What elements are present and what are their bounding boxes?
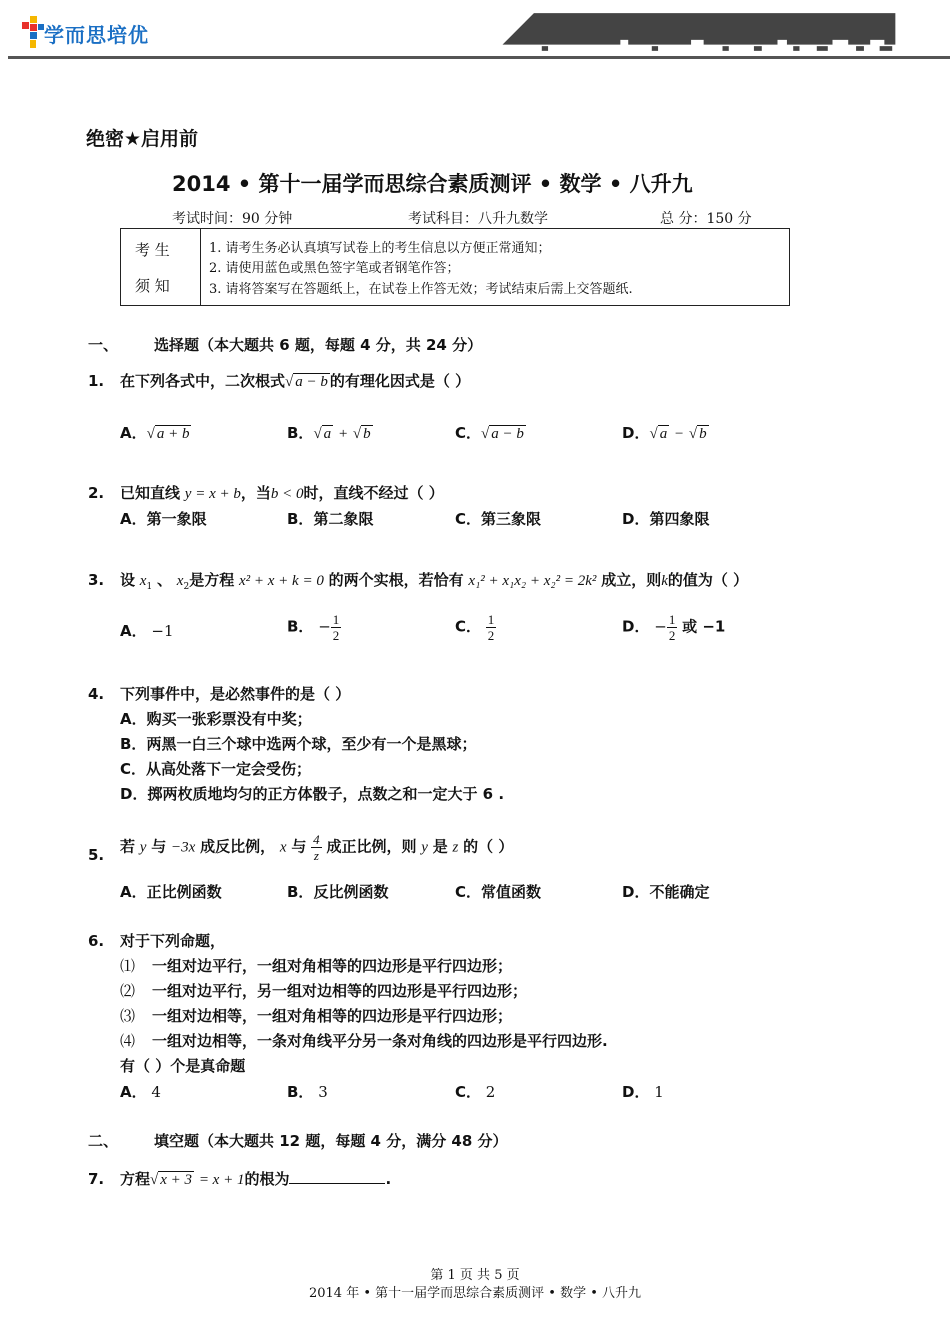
option-b: B．两黑一白三个球中选两个球，至少有一个是黑球；: [120, 735, 477, 753]
question-stem: 下列事件中，是必然事件的是（ ）: [120, 685, 351, 703]
option-d: D．不能确定: [622, 883, 710, 901]
question-stem: 方程√ x + 3 = x + 1的根为 .: [120, 1170, 392, 1188]
notice-item: 3. 请将答案写在答题纸上，在试卷上作答无效；考试结束后需上交答题纸.: [209, 282, 633, 297]
option-a: A．正比例函数: [120, 883, 222, 901]
exam-subject: 考试科目：八升九数学: [408, 211, 548, 227]
option-c: C． $\frac{1}{2}$: [455, 612, 495, 643]
option-c: C． 2: [455, 1083, 496, 1101]
question-tail: 有（ ）个是真命题: [120, 1057, 246, 1075]
question-number: 4.: [88, 685, 105, 703]
page-number: 第 1 页 共 5 页: [430, 1268, 520, 1283]
proposition-item: ⑶ 一组对边相等，一组对角相等的四边形是平行四边形；: [120, 1007, 513, 1025]
option-d: D．第四象限: [622, 510, 710, 528]
option-c: C．从高处落下一定会受伤；: [120, 760, 312, 778]
exam-total-score: 总 分：150 分: [660, 211, 752, 227]
notice-label-bottom: 须 知: [135, 277, 170, 295]
exam-time: 考试时间：90 分钟: [172, 211, 293, 227]
notice-item: 1. 请考生务必认真填写试卷上的考生信息以方便正常通知；: [209, 241, 551, 256]
question-stem: 在下列各式中，二次根式√ a − b 的有理化因式是（ ）: [120, 372, 471, 390]
option-d: D．√ a − √ b: [622, 424, 707, 442]
proposition-item: ⑷ 一组对边相等，一条对角线平分另一条对角线的四边形是平行四边形.: [120, 1032, 608, 1050]
header-decoration: [440, 10, 950, 54]
proposition-item: ⑴ 一组对边平行，一组对角相等的四边形是平行四边形；: [120, 957, 513, 975]
notice-label: [121, 229, 201, 305]
option-c: C．第三象限: [455, 510, 542, 528]
proposition-item: ⑵ 一组对边平行，另一组对边相等的四边形是平行四边形；: [120, 982, 528, 1000]
question-stem: 对于下列命题，: [120, 932, 226, 950]
option-b: B． 3: [287, 1083, 328, 1101]
option-c: C．√ a − b: [455, 424, 524, 442]
section-number: 一、: [88, 336, 119, 354]
question-number: 2.: [88, 484, 105, 502]
brand-logo-icon: [22, 16, 44, 50]
notice-item: 2. 请使用蓝色或黑色签字笔或者钢笔作答；: [209, 261, 460, 276]
question-number: 5.: [88, 846, 105, 864]
header-rule: [8, 56, 950, 59]
option-a: A． 4: [120, 1083, 161, 1101]
footer-title: 2014 年 • 第十一届学而思综合素质测评 • 数学 • 八升九: [308, 1286, 641, 1301]
option-b: B． − $\frac{1}{2}$: [287, 612, 340, 643]
option-b: B．√ a + √ b: [287, 424, 371, 442]
option-d: D．掷两枚质地均匀的正方体骰子，点数之和一定大于 6 .: [120, 785, 505, 803]
option-b: B．反比例函数: [287, 883, 389, 901]
option-d: D． 1: [622, 1083, 664, 1101]
question-number: 3.: [88, 571, 105, 589]
option-b: B．第二象限: [287, 510, 374, 528]
exam-title: 2014 • 第十一届学而思综合素质测评 • 数学 • 八升九: [172, 172, 693, 196]
option-d: D． − $\frac{1}{2}$ 或 −1: [622, 612, 726, 643]
secret-label: 绝密★启用前: [86, 128, 199, 150]
question-number: 1.: [88, 372, 105, 390]
section-title: 填空题（本大题共 12 题，每题 4 分，满分 48 分）: [154, 1132, 508, 1150]
option-c: C．常值函数: [455, 883, 542, 901]
option-a: A．购买一张彩票没有中奖；: [120, 710, 312, 728]
option-a: A．√ a + b: [120, 424, 190, 442]
question-stem: 设 $x_1$ 、 $x_2$是方程 x² + x + k = 0 的两个实根，若恰有 x₁² + x₁x₂ + x₂² = 2k² 成立，则k的值为（ ）: [120, 571, 749, 592]
notice-box: [120, 228, 790, 306]
section-title: 选择题（本大题共 6 题，每题 4 分，共 24 分）: [154, 336, 483, 354]
question-number: 6.: [88, 932, 105, 950]
question-stem: 已知直线 y = x + b，当b < 0时，直线不经过（ ）: [120, 484, 444, 502]
option-a: A．第一象限: [120, 510, 207, 528]
answer-blank[interactable]: [289, 1171, 385, 1184]
option-a: A． −1: [120, 622, 174, 640]
math-radicand: a − b: [295, 374, 328, 390]
brand-name: 学而思培优: [44, 23, 149, 47]
question-number: 7.: [88, 1170, 105, 1188]
question-stem: 若 y 与 −3x 成反比例， x 与 $\frac{4}{z}$ 成正比例，则 y 是 z 的（ ）: [120, 832, 514, 863]
notice-label-top: 考 生: [135, 241, 170, 259]
section-number: 二、: [88, 1132, 119, 1150]
